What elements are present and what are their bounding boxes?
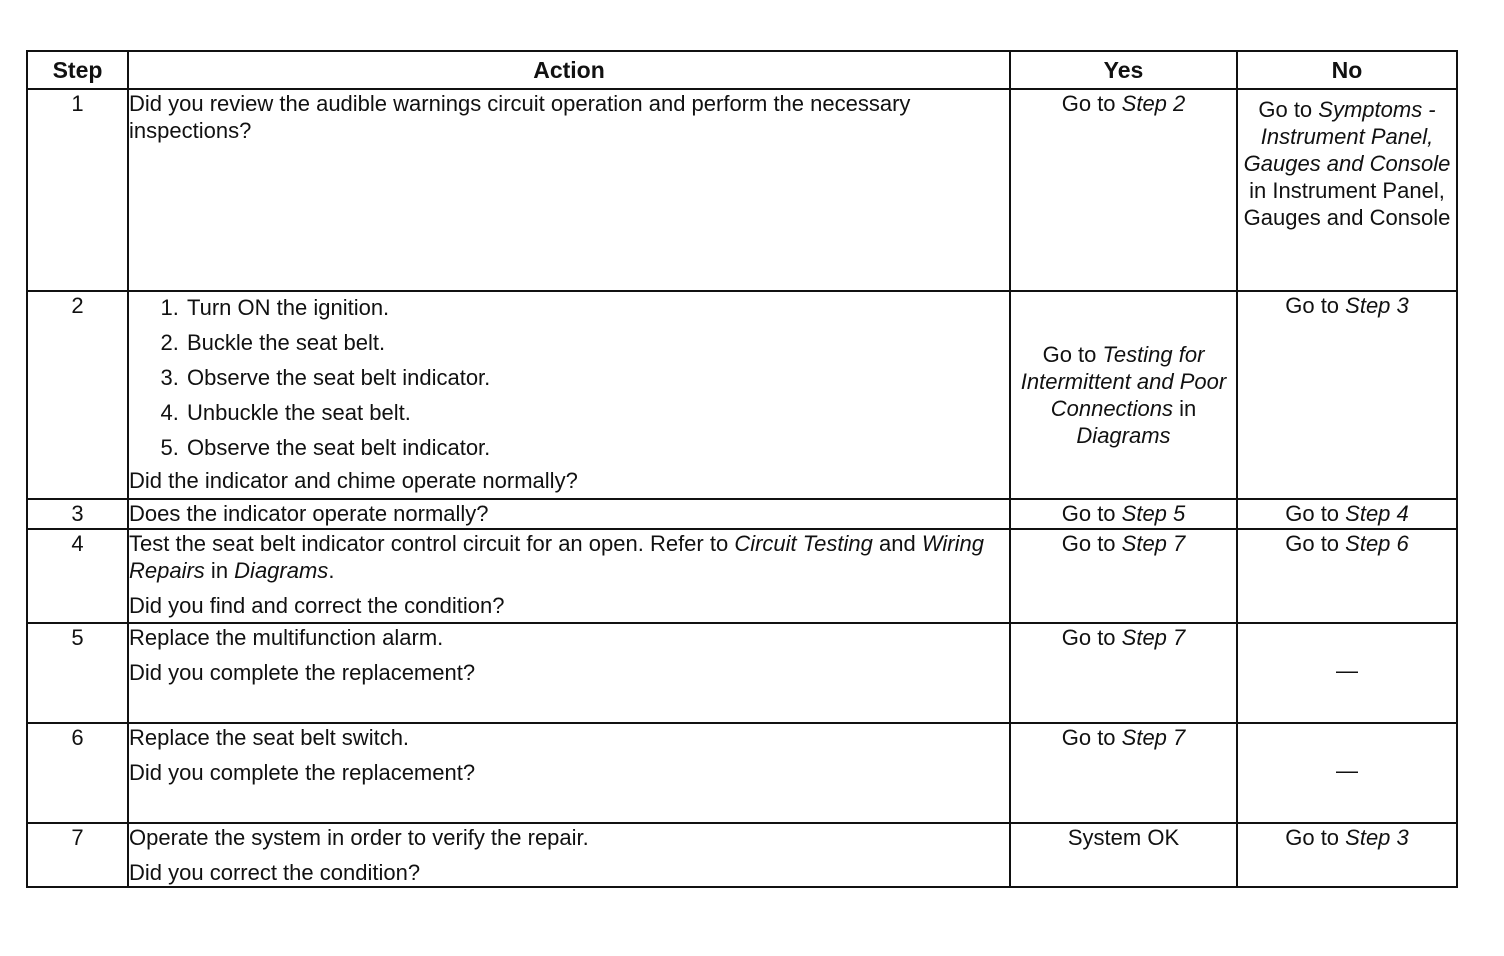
yes-cell: Go to Step 7	[1010, 529, 1237, 623]
step-link[interactable]: Step 4	[1345, 501, 1409, 526]
header-row	[27, 51, 1457, 89]
list-item: 5. Observe the seat belt indicator.	[185, 434, 1009, 461]
header-yes: Yes	[1010, 51, 1237, 89]
step-link[interactable]: Step 7	[1121, 725, 1186, 750]
step-number: 7	[27, 823, 128, 887]
circuit-testing-link[interactable]: Circuit Testing	[734, 531, 873, 556]
action-text: Did you review the audible warnings circuit operation and perform the necessary inspections?	[129, 91, 911, 143]
no-cell: Go to Step 3	[1237, 823, 1457, 887]
action-text: Replace the seat belt switch.	[129, 725, 410, 750]
system-ok-text: System OK	[1067, 825, 1180, 850]
no-cell: Go to Symptoms - Instrument Panel, Gauges and Console in Instrument Panel, Gauges and Console	[1237, 89, 1457, 291]
symptoms-link[interactable]: Symptoms - Instrument Panel, Gauges and Console	[1243, 97, 1451, 176]
list-item: 1. Turn ON the ignition.	[185, 294, 1009, 321]
wiring-repairs-link[interactable]: Wiring Repairs	[129, 531, 984, 583]
table-row	[27, 529, 1457, 623]
no-cell: Go to Step 3	[1237, 291, 1457, 499]
action-question: Did you find and correct the condition?	[129, 593, 505, 618]
action-cell	[128, 499, 1010, 529]
not-applicable-dash: —	[1336, 657, 1358, 683]
action-question: Did you complete the replacement?	[129, 660, 476, 685]
step-link[interactable]: Step 6	[1345, 531, 1409, 556]
yes-cell: Go to Step 5	[1010, 499, 1237, 529]
step-link[interactable]: Step 7	[1121, 625, 1186, 650]
action-question: Did you correct the condition?	[129, 860, 421, 885]
yes-cell: Go to Step 7	[1010, 623, 1237, 723]
action-cell	[128, 623, 1010, 723]
action-cell	[128, 723, 1010, 823]
procedure-list	[129, 294, 1009, 461]
diagrams-link[interactable]: Diagrams	[234, 558, 329, 583]
yes-cell: Go to Testing for Intermittent and Poor Connections in Diagrams	[1010, 291, 1237, 499]
not-applicable-dash: —	[1336, 757, 1358, 783]
step-link[interactable]: Step 5	[1121, 501, 1186, 526]
header-step: Step	[27, 51, 128, 89]
action-question: Did you complete the replacement?	[129, 760, 476, 785]
diagnostic-table	[26, 50, 1458, 888]
no-cell: Go to Step 4	[1237, 499, 1457, 529]
step-link[interactable]: Step 3	[1345, 293, 1409, 318]
action-text: Replace the multifunction alarm.	[129, 625, 444, 650]
no-cell	[1237, 723, 1457, 823]
action-text: Test the seat belt indicator control circuit for an open. Refer to Circuit Testing and Wiring Repairs in Diagrams.	[129, 531, 984, 583]
table-row	[27, 723, 1457, 823]
list-item: 2. Buckle the seat belt.	[185, 329, 1009, 356]
step-number: 4	[27, 529, 128, 623]
action-cell	[128, 89, 1010, 291]
action-cell	[128, 823, 1010, 887]
yes-cell: Go to Step 2	[1010, 89, 1237, 291]
action-cell	[128, 291, 1010, 499]
step-number: 6	[27, 723, 128, 823]
no-cell	[1237, 623, 1457, 723]
action-text: Operate the system in order to verify the repair.	[129, 825, 589, 850]
step-number: 5	[27, 623, 128, 723]
step-link[interactable]: Step 3	[1345, 825, 1409, 850]
table-row	[27, 291, 1457, 499]
step-number: 2	[27, 291, 128, 499]
table-row	[27, 623, 1457, 723]
header-no: No	[1237, 51, 1457, 89]
action-text: Does the indicator operate normally?	[129, 501, 489, 526]
table-row	[27, 89, 1457, 291]
yes-cell	[1010, 823, 1237, 887]
step-link[interactable]: Step 2	[1121, 91, 1186, 116]
action-question: Did the indicator and chime operate normally?	[129, 468, 578, 493]
step-number: 3	[27, 499, 128, 529]
table-row	[27, 823, 1457, 887]
table-row	[27, 499, 1457, 529]
testing-link[interactable]: Testing for Intermittent and Poor Connections	[1020, 342, 1227, 421]
action-cell	[128, 529, 1010, 623]
step-number: 1	[27, 89, 128, 291]
step-link[interactable]: Step 7	[1121, 531, 1186, 556]
list-item: 4. Unbuckle the seat belt.	[185, 399, 1009, 426]
yes-cell: Go to Step 7	[1010, 723, 1237, 823]
list-item: 3. Observe the seat belt indicator.	[185, 364, 1009, 391]
no-cell: Go to Step 6	[1237, 529, 1457, 623]
diagrams-link[interactable]: Diagrams	[1076, 423, 1171, 448]
header-action: Action	[128, 51, 1010, 89]
